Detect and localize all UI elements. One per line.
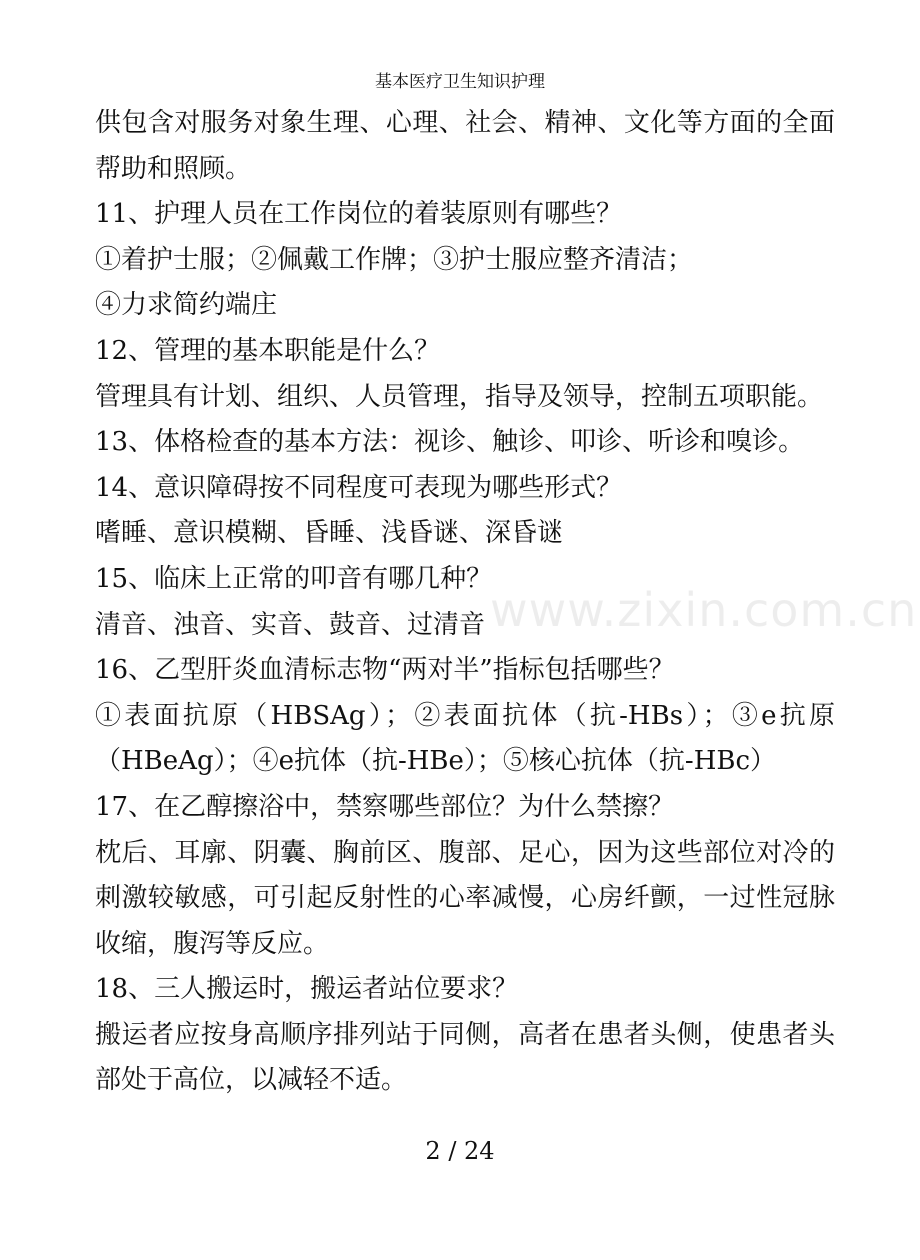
text-line: 帮助和照顾。: [95, 153, 252, 184]
text-line: 搬运者应按身高顺序排列站于同侧，高者在患者头侧，使患者头: [95, 1019, 835, 1050]
page-number: 2 / 24: [425, 1137, 495, 1165]
question-15: 15、临床上正常的叩音有哪几种？: [95, 563, 493, 594]
text-line: ①着护士服；②佩戴工作牌；③护士服应整齐清洁；: [95, 244, 694, 275]
question-18: 18、三人搬运时，搬运者站位要求？: [95, 974, 519, 1005]
question-14: 14、意识障碍按不同程度可表现为哪些形式？: [95, 472, 623, 503]
question-11: 11、护理人员在工作岗位的着装原则有哪些？: [95, 199, 623, 230]
text-line: 部处于高位，以减轻不适。: [95, 1065, 408, 1096]
question-16: 16、乙型肝炎血清标志物“两对半”指标包括哪些？: [95, 655, 675, 686]
text-line: （HBeAg）；④e抗体（抗-HBe）；⑤核心抗体（抗-HBc）: [95, 746, 777, 777]
watermark: www.zixin.com.cn: [490, 583, 918, 637]
text-line: ④力求简约端庄: [95, 290, 278, 321]
text-line: 刺激较敏感，可引起反射性的心率减慢，心房纤颤，一过性冠脉: [95, 883, 835, 914]
question-17: 17、在乙醇擦浴中，禁察哪些部位？为什么禁擦？: [95, 791, 675, 822]
text-line: 供包含对服务对象生理、心理、社会、精神、文化等方面的全面: [95, 108, 835, 138]
text-line: 嗜睡、意识模糊、昏睡、浅昏谜、深昏谜: [95, 518, 564, 549]
text-line: ①表面抗原（HBSAg）；②表面抗体（抗-HBs）；③e抗原: [95, 700, 835, 731]
document-body: [95, 101, 835, 1104]
text-line: 枕后、耳廓、阴囊、胸前区、腹部、足心，因为这些部位对冷的: [95, 837, 835, 868]
question-13: 13、体格检查的基本方法：视诊、触诊、叩诊、听诊和嗅诊。: [95, 427, 805, 458]
text-line: 清音、浊音、实音、鼓音、过清音: [95, 609, 486, 640]
question-12: 12、管理的基本职能是什么？: [95, 335, 441, 366]
page-header-title: 基本医疗卫生知识护理: [375, 72, 545, 92]
text-line: 管理具有计划、组织、人员管理，指导及领导，控制五项职能。: [95, 381, 824, 412]
text-line: 收缩，腹泻等反应。: [95, 928, 330, 959]
